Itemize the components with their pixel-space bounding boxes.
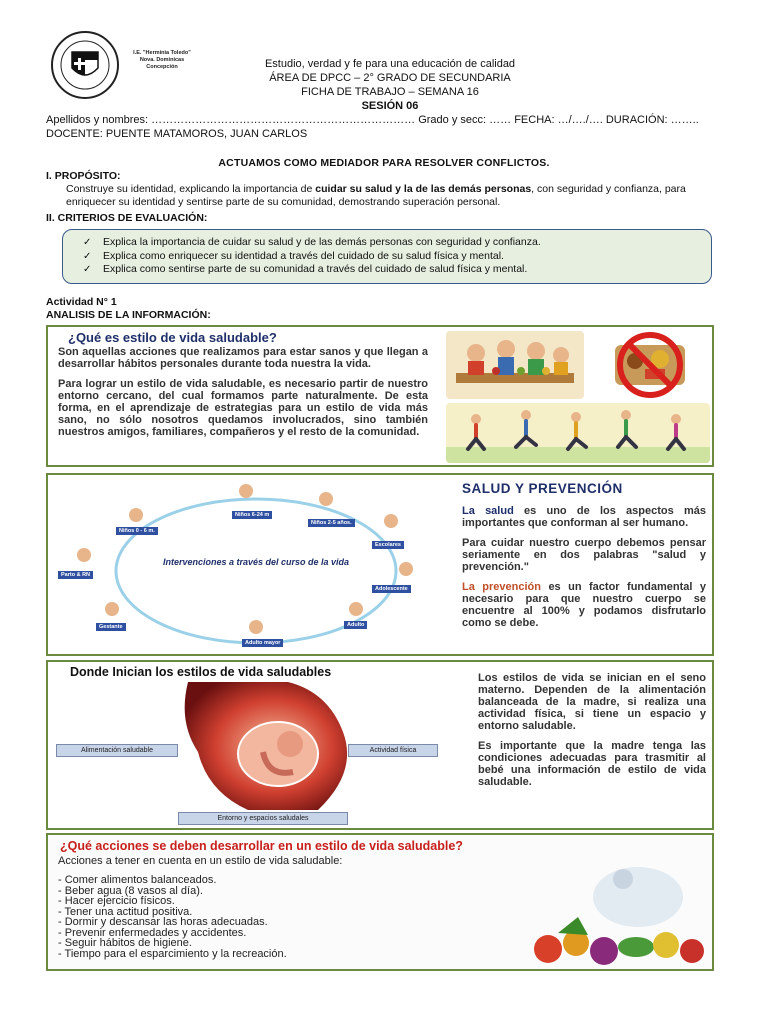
health-prevention-text: La salud es uno de los aspectos más importantes que conforman al ser humano. Para cuidar nuestro cuerpo debemos pensar seriamente en dos palabras "salud y prevención." La prevención es un factor fundamental y necesario para que nuestro cuerpo se encuentre al 100% y podamos disfrutarlo como se debe. bbox=[462, 505, 707, 629]
activity-sub: ANALISIS DE LA INFORMACIÓN: bbox=[46, 309, 211, 321]
arrow-healthy-environment: Entorno y espacios saludales bbox=[178, 812, 348, 825]
node-ninos-6-24: Niños 6-24 m bbox=[232, 511, 272, 519]
panel4-intro: Acciones a tener en cuenta en un estilo de vida saludable: bbox=[58, 855, 343, 867]
arrow-physical-activity: Actividad física bbox=[348, 744, 438, 757]
purpose-heading: I. PROPÓSITO: bbox=[46, 170, 121, 182]
cycle-title: Intervenciones a través del curso de la vida bbox=[162, 557, 350, 567]
header-motto: Estudio, verdad y fe para una educación de calidad bbox=[264, 58, 516, 70]
list-item: - Tener una actitud positiva. bbox=[58, 905, 193, 918]
header-area: ÁREA DE DPCC – 2° GRADO DE SECUNDARIA bbox=[269, 72, 511, 84]
student-fields[interactable]: Apellidos y nombres: ……………………………………………………………… Grado y secc: …… FECHA: …/…./…. DURACIÓN: …….. bbox=[46, 114, 699, 126]
list-item: - Tiempo para el esparcimiento y la recreación. bbox=[58, 947, 287, 960]
no-junk-food-icon bbox=[590, 331, 710, 399]
panel-healthy-lifestyle bbox=[46, 325, 714, 467]
list-item: - Comer alimentos balanceados. bbox=[58, 874, 217, 886]
criteria-box bbox=[62, 229, 712, 284]
list-item: - Dormir y descansar las horas adecuadas. bbox=[58, 916, 268, 928]
panel1-text: Son aquellas acciones que realizamos para estar sanos y que llegan a desarrollar hábitos personales durante toda nuestra la vida. Para lograr un estilo de vida saludable, es necesario partir de nuestro entorno cercano, del cual formamos parte naturalmente. De esta forma, en el aprendizaje de estrategias para un estilo de vida más sano, no sólo nosotros quedamos involucrados, sino también nuestros amigos, familiares, compañeros y el resto de la comunidad. bbox=[58, 346, 428, 438]
panel-where-lifestyles-begin bbox=[46, 660, 714, 830]
list-item: - Beber agua (8 vasos al día). bbox=[58, 884, 203, 897]
list-item: - Prevenir enfermedades y accidentes. bbox=[58, 926, 247, 939]
list-item: - Hacer ejercicio físicos. bbox=[58, 895, 175, 907]
panel3-title: Donde Inician los estilos de vida saludables bbox=[70, 665, 332, 679]
panel4-title: ¿Qué acciones se deben desarrollar en un estilo de vida saludable? bbox=[60, 839, 463, 853]
panel1-title: ¿Qué es estilo de vida saludable? bbox=[68, 330, 277, 345]
node-adulto-mayor: Adulto mayor bbox=[242, 639, 283, 647]
school-crest-logo bbox=[50, 30, 120, 100]
node-escolares: Escolares bbox=[372, 541, 404, 549]
node-adulto: Adulto bbox=[344, 621, 367, 629]
purpose-text: Construye su identidad, explicando la importancia de cuidar su salud y la de las demás personas, con seguridad y confianza, para enriquecer su identidad y sentirse parte de su comunidad, demostrando superación personal. bbox=[66, 183, 686, 208]
family-eating-illustration bbox=[446, 331, 584, 399]
activity-label: Actividad N° 1 bbox=[46, 296, 117, 308]
list-item: - Seguir hábitos de higiene. bbox=[58, 937, 192, 949]
actions-list bbox=[58, 875, 498, 959]
criteria-heading: II. CRITERIOS DE EVALUACIÓN: bbox=[46, 212, 208, 224]
header-ficha: FICHA DE TRABAJO – SEMANA 16 bbox=[301, 86, 479, 98]
fruits-vegetables-illustration bbox=[518, 857, 712, 969]
node-ninos-2-5: Niños 2-5 años. bbox=[308, 519, 355, 527]
node-ninos-0-6: Niños 0 - 6 m. bbox=[116, 527, 158, 535]
panel3-text: Los estilos de vida se inician en el seno materno. Dependen de la alimentación balanceada de la madre, si realiza una actividad física, si tiene un espacio y entorno saludable. Es importante que la madre tenga las condiciones adecuadas para trasmitir al bebé una información de estilo de vida saludable. bbox=[478, 672, 706, 788]
criteria-item: ✓ Explica la importancia de cuidar su salud y de las demás personas con seguridad y confianza. bbox=[103, 236, 711, 250]
school-name: I.E. "Herminia Toledo" Nova. Dominicas Concepción bbox=[133, 50, 191, 70]
kids-running-illustration bbox=[446, 403, 710, 463]
node-adolescente: Adolescente bbox=[372, 585, 411, 593]
node-parto-rn: Parto & RN bbox=[58, 571, 93, 579]
teacher-name: DOCENTE: PUENTE MATAMOROS, JUAN CARLOS bbox=[46, 128, 308, 140]
node-gestante: Gestante bbox=[96, 623, 126, 631]
panel-health-prevention bbox=[46, 473, 714, 656]
arrow-healthy-food: Alimentación saludable bbox=[56, 744, 178, 757]
health-prevention-heading: SALUD Y PREVENCIÓN bbox=[462, 481, 623, 496]
session-title: ACTUAMOS COMO MEDIADOR PARA RESOLVER CONFLICTOS. bbox=[218, 157, 550, 169]
pregnant-womb-illustration bbox=[168, 682, 358, 814]
session-label: SESIÓN 06 bbox=[361, 100, 419, 112]
panel-healthy-actions bbox=[46, 833, 714, 971]
criteria-item: ✓ Explica como sentirse parte de su comunidad a través del cuidado de salud física y mental. bbox=[103, 263, 711, 277]
criteria-item: ✓ Explica como enriquecer su identidad a través del cuidado de su salud física y mental. bbox=[103, 250, 711, 264]
